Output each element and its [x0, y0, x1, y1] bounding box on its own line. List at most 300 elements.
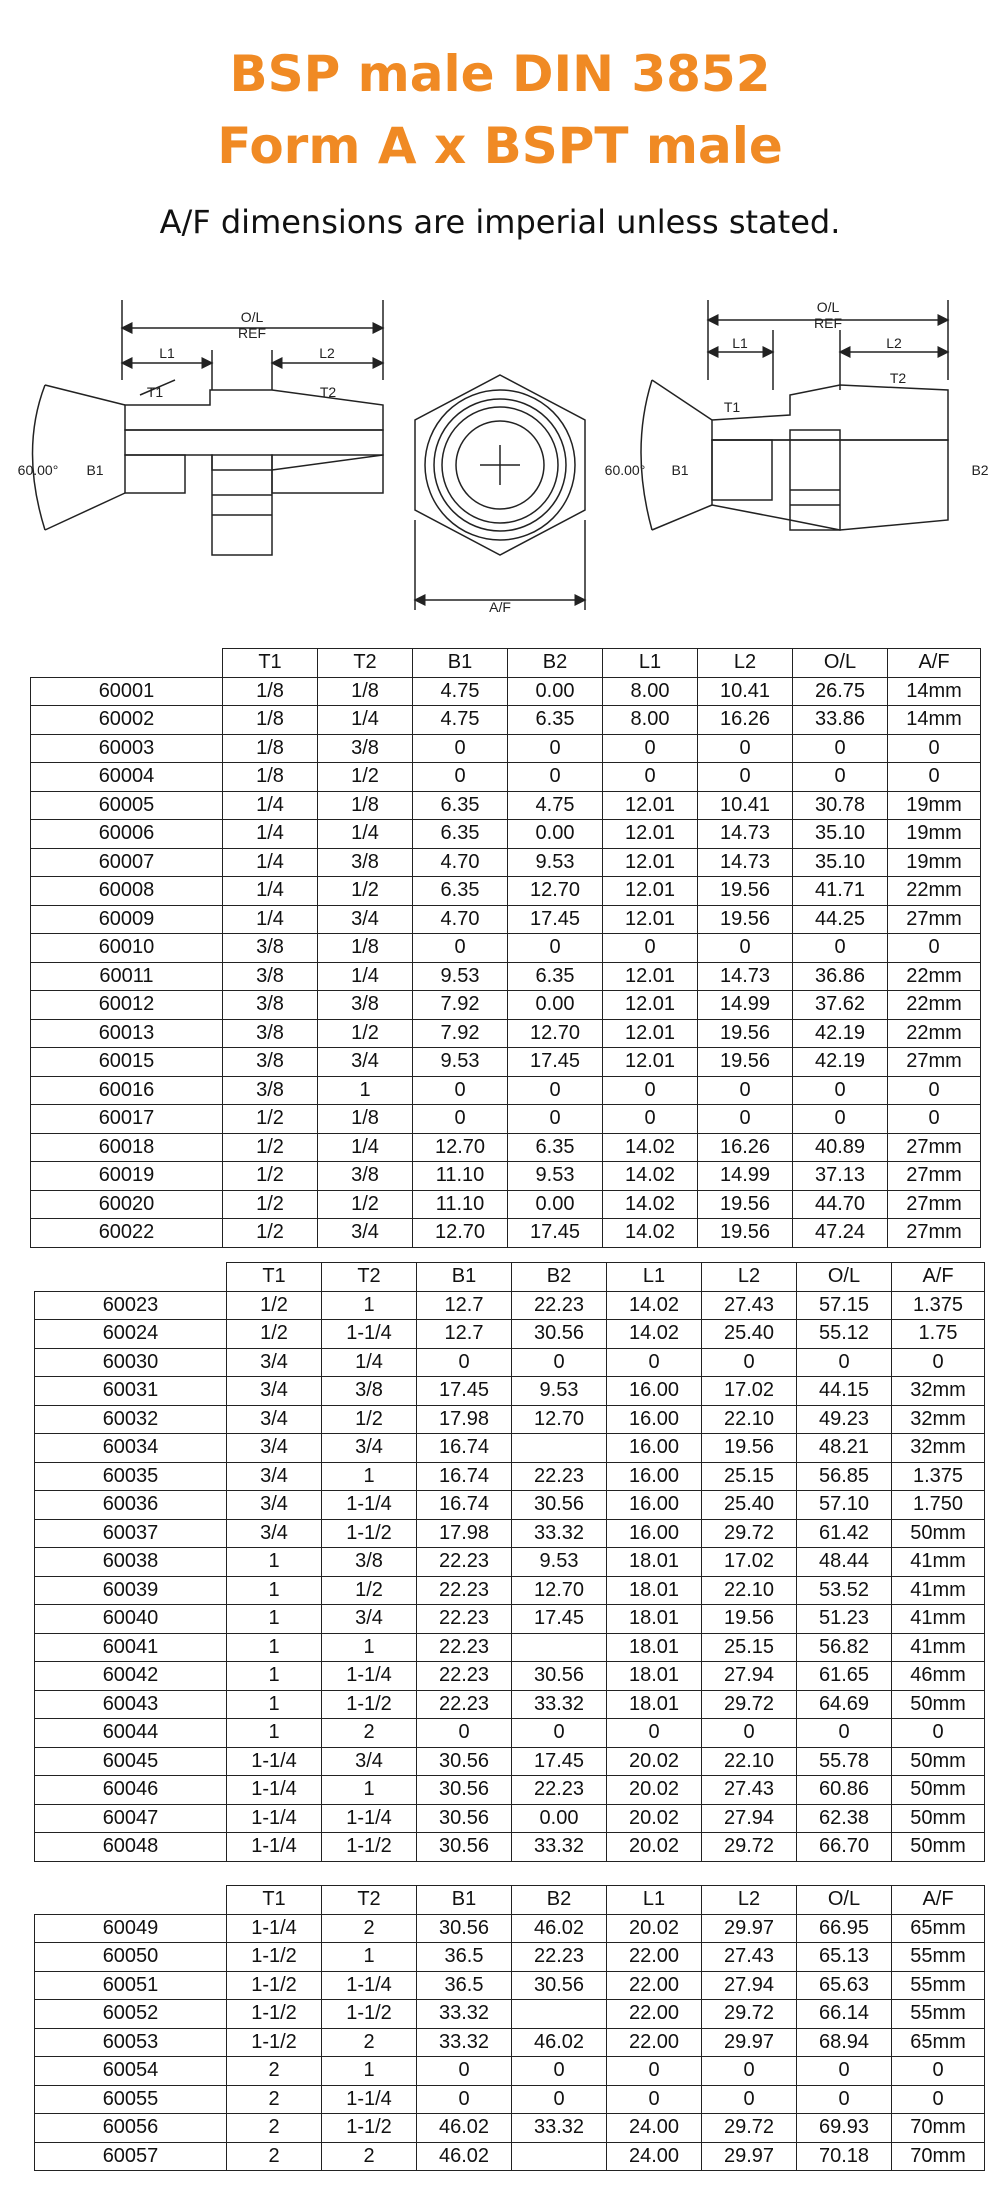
table-cell: 1-1/4: [227, 1914, 322, 1943]
table-cell: 0: [793, 734, 888, 763]
column-header: O/L: [797, 1886, 892, 1915]
table-cell: 30.56: [512, 1491, 607, 1520]
ol-label-left: O/L: [240, 309, 264, 325]
table-cell: 19.56: [698, 905, 793, 934]
part-number-cell: 60002: [31, 706, 223, 735]
table-cell: 0: [413, 934, 508, 963]
part-number-cell: 60053: [35, 2028, 227, 2057]
table-cell: 57.10: [797, 1491, 892, 1520]
table-cell: 3/4: [318, 1048, 413, 1077]
table-cell: 30.56: [417, 1776, 512, 1805]
part-number-cell: 60052: [35, 2000, 227, 2029]
table-cell: 3/8: [318, 1162, 413, 1191]
part-number-cell: 60038: [35, 1548, 227, 1577]
table-cell: 10.41: [698, 677, 793, 706]
table-cell: 7.92: [413, 991, 508, 1020]
part-number-cell: 60049: [35, 1914, 227, 1943]
table-cell: 12.01: [603, 962, 698, 991]
table-cell: 3/8: [223, 1019, 318, 1048]
table-row: [31, 706, 981, 735]
side-view-right: [641, 300, 948, 530]
table-cell: 70mm: [892, 2142, 985, 2171]
table-cell: 1-1/4: [227, 1833, 322, 1862]
part-number-cell: 60017: [31, 1105, 223, 1134]
table-cell: 0: [793, 934, 888, 963]
table-cell: 3/8: [223, 991, 318, 1020]
table-cell: 41mm: [892, 1633, 985, 1662]
part-number-cell: 60043: [35, 1690, 227, 1719]
table-cell: 0: [797, 2057, 892, 2086]
table-cell: 66.70: [797, 1833, 892, 1862]
table-cell: 0: [603, 763, 698, 792]
table-cell: 1: [322, 1633, 417, 1662]
table-cell: 2: [227, 2057, 322, 2086]
table-cell: 1-1/2: [227, 1943, 322, 1972]
part-number-cell: 60018: [31, 1133, 223, 1162]
spec-table-2: [34, 1262, 985, 1862]
table-cell: 1/4: [223, 905, 318, 934]
table-cell: 30.56: [417, 1833, 512, 1862]
column-header: L2: [698, 649, 793, 678]
table-cell: 3/8: [223, 934, 318, 963]
column-header: B2: [508, 649, 603, 678]
table-row: [35, 1405, 985, 1434]
table-cell: 27mm: [888, 1048, 981, 1077]
table-cell: 9.53: [508, 1162, 603, 1191]
table-cell: 55.12: [797, 1320, 892, 1349]
table-cell: 24.00: [607, 2114, 702, 2143]
table-row: [31, 1076, 981, 1105]
table-cell: 22mm: [888, 991, 981, 1020]
table-cell: 1/2: [223, 1133, 318, 1162]
table-cell: 1-1/2: [227, 2028, 322, 2057]
table-cell: 4.75: [413, 706, 508, 735]
table-cell: 66.14: [797, 2000, 892, 2029]
table-cell: 0: [603, 1105, 698, 1134]
table-cell: 37.62: [793, 991, 888, 1020]
table-cell: 1/2: [223, 1162, 318, 1191]
table-cell: 12.7: [417, 1291, 512, 1320]
table-row: [31, 962, 981, 991]
table-cell: 7.92: [413, 1019, 508, 1048]
table-cell: 46.02: [512, 2028, 607, 2057]
table-row: [31, 677, 981, 706]
table-cell: 14.02: [607, 1320, 702, 1349]
table-cell: 22.10: [702, 1405, 797, 1434]
column-header: T2: [318, 649, 413, 678]
table-cell: 25.40: [702, 1491, 797, 1520]
table-cell: 1-1/2: [322, 2000, 417, 2029]
table-cell: 1/8: [223, 706, 318, 735]
table-cell: 1/4: [322, 1348, 417, 1377]
table-row: [31, 763, 981, 792]
table-cell: 1/2: [322, 1405, 417, 1434]
table-cell: 50mm: [892, 1690, 985, 1719]
table-cell: 17.98: [417, 1519, 512, 1548]
table-row: [31, 905, 981, 934]
table-cell: 14.02: [603, 1190, 698, 1219]
part-number-cell: 60003: [31, 734, 223, 763]
part-number-cell: 60011: [31, 962, 223, 991]
table-row: [31, 934, 981, 963]
part-number-cell: 60006: [31, 820, 223, 849]
table-cell: 48.44: [797, 1548, 892, 1577]
part-number-cell: 60044: [35, 1719, 227, 1748]
table-row: [31, 1133, 981, 1162]
table-cell: 55.78: [797, 1747, 892, 1776]
table-cell: 1: [227, 1605, 322, 1634]
column-header: L2: [702, 1263, 797, 1292]
table-row: [31, 1190, 981, 1219]
table-cell: 0: [508, 734, 603, 763]
table-cell: 14.73: [698, 962, 793, 991]
table-cell: 33.86: [793, 706, 888, 735]
column-header: L1: [607, 1263, 702, 1292]
af-label: A/F: [489, 599, 511, 615]
table-cell: 18.01: [607, 1633, 702, 1662]
table-cell: 36.5: [417, 1971, 512, 2000]
column-header: A/F: [892, 1886, 985, 1915]
table-cell: 0: [607, 2085, 702, 2114]
part-number-cell: 60048: [35, 1833, 227, 1862]
table-cell: 1.375: [892, 1462, 985, 1491]
table-cell: 1/2: [227, 1291, 322, 1320]
table-cell: 47.24: [793, 1219, 888, 1248]
table-row: [31, 848, 981, 877]
angle-label-right: 60.00°: [604, 462, 646, 478]
table-cell: 66.95: [797, 1914, 892, 1943]
table-cell: 0: [698, 934, 793, 963]
table-cell: 17.02: [702, 1548, 797, 1577]
part-number-cell: 60045: [35, 1747, 227, 1776]
table-cell: 26.75: [793, 677, 888, 706]
table-cell: 0: [417, 2085, 512, 2114]
table-cell: 25.40: [702, 1320, 797, 1349]
table-row: [35, 1576, 985, 1605]
table-cell: 29.72: [702, 2000, 797, 2029]
table-cell: 3/8: [223, 1048, 318, 1077]
part-number-cell: 60024: [35, 1320, 227, 1349]
ref-label-left: REF: [238, 325, 266, 341]
column-header: B1: [417, 1263, 512, 1292]
table-cell: 0: [413, 1076, 508, 1105]
t2-label-left: T2: [319, 384, 337, 400]
table-cell: 22.23: [512, 1943, 607, 1972]
table-cell: 4.70: [413, 905, 508, 934]
angle-label-left: 60.00°: [17, 462, 59, 478]
table-cell: 12.70: [512, 1405, 607, 1434]
table-cell: 27.43: [702, 1943, 797, 1972]
table-cell: 37.13: [793, 1162, 888, 1191]
table-cell: 0: [702, 2057, 797, 2086]
table-cell: 33.32: [512, 2114, 607, 2143]
table-cell: 1-1/4: [227, 1776, 322, 1805]
table-cell: 30.56: [512, 1662, 607, 1691]
table-cell: 22.23: [417, 1633, 512, 1662]
table-cell: 12.70: [413, 1219, 508, 1248]
table-cell: 0: [888, 763, 981, 792]
table-cell: 0: [888, 934, 981, 963]
table-cell: 44.70: [793, 1190, 888, 1219]
table-row: [35, 2142, 985, 2171]
l2-label-left: L2: [319, 345, 335, 361]
table-cell: 12.01: [603, 905, 698, 934]
part-number-cell: 60015: [31, 1048, 223, 1077]
table-cell: 4.75: [413, 677, 508, 706]
table-cell: 22.00: [607, 2000, 702, 2029]
table-cell: 3/8: [318, 734, 413, 763]
table-cell: 25.15: [702, 1462, 797, 1491]
column-header: B2: [512, 1886, 607, 1915]
table-cell: 17.98: [417, 1405, 512, 1434]
table-cell: 17.45: [508, 1219, 603, 1248]
table-cell: 0: [888, 734, 981, 763]
table-cell: 0: [508, 934, 603, 963]
table-cell: 32mm: [892, 1377, 985, 1406]
table-cell: 1-1/4: [227, 1747, 322, 1776]
table-cell: 1-1/2: [227, 1971, 322, 2000]
table-cell: 22.23: [417, 1690, 512, 1719]
table-cell: 1/8: [223, 734, 318, 763]
table-cell: 55mm: [892, 1971, 985, 2000]
table-cell: 20.02: [607, 1914, 702, 1943]
table-cell: 2: [322, 2142, 417, 2171]
table-corner: [35, 1886, 227, 1915]
table-cell: 1/4: [318, 1133, 413, 1162]
table-row: [31, 877, 981, 906]
table-cell: 30.78: [793, 791, 888, 820]
table-cell: 12.01: [603, 991, 698, 1020]
table-cell: 62.38: [797, 1804, 892, 1833]
table-cell: 1/8: [318, 791, 413, 820]
table-cell: 65.63: [797, 1971, 892, 2000]
table-cell: 19mm: [888, 820, 981, 849]
table-cell: 6.35: [508, 1133, 603, 1162]
table-cell: 1/2: [322, 1576, 417, 1605]
part-number-cell: 60034: [35, 1434, 227, 1463]
table-cell: 12.01: [603, 877, 698, 906]
front-hex-view: [415, 375, 585, 610]
table-cell: 60.86: [797, 1776, 892, 1805]
table-cell: 6.35: [413, 791, 508, 820]
part-number-cell: 60039: [35, 1576, 227, 1605]
table-cell: 42.19: [793, 1048, 888, 1077]
table-cell: 0.00: [508, 1190, 603, 1219]
table-cell: 1/2: [223, 1219, 318, 1248]
table-cell: 61.42: [797, 1519, 892, 1548]
table-cell: 14.02: [603, 1219, 698, 1248]
part-number-cell: 60009: [31, 905, 223, 934]
table-cell: 1-1/2: [322, 1833, 417, 1862]
table-cell: [512, 2142, 607, 2171]
table-cell: 20.02: [607, 1804, 702, 1833]
column-header: B1: [417, 1886, 512, 1915]
table-cell: 16.00: [607, 1405, 702, 1434]
part-number-cell: 60035: [35, 1462, 227, 1491]
table-cell: 55mm: [892, 2000, 985, 2029]
table-cell: 35.10: [793, 848, 888, 877]
table-cell: 44.25: [793, 905, 888, 934]
table-cell: 0: [702, 1719, 797, 1748]
table-cell: 1.75: [892, 1320, 985, 1349]
table-row: [35, 1971, 985, 2000]
table-cell: 0: [512, 1348, 607, 1377]
table-row: [35, 1633, 985, 1662]
table-cell: 1-1/4: [322, 1320, 417, 1349]
table-cell: 46mm: [892, 1662, 985, 1691]
table-cell: 11.10: [413, 1190, 508, 1219]
table-cell: 0: [698, 763, 793, 792]
table-cell: 0: [698, 734, 793, 763]
table-cell: [512, 1633, 607, 1662]
table-cell: 9.53: [508, 848, 603, 877]
table-cell: 48.21: [797, 1434, 892, 1463]
table-cell: 1-1/2: [227, 2000, 322, 2029]
table-cell: 1: [322, 2057, 417, 2086]
column-header: B1: [413, 649, 508, 678]
table-row: [31, 1162, 981, 1191]
table-cell: 1-1/4: [322, 2085, 417, 2114]
table-cell: 12.7: [417, 1320, 512, 1349]
l1-label-left: L1: [159, 345, 175, 361]
table-cell: 27mm: [888, 1162, 981, 1191]
table-cell: 41mm: [892, 1548, 985, 1577]
table-cell: 0: [607, 2057, 702, 2086]
b1-label-right: B1: [671, 462, 689, 478]
table-row: [35, 1434, 985, 1463]
table-cell: 53.52: [797, 1576, 892, 1605]
table-cell: 1.750: [892, 1491, 985, 1520]
table-cell: 22mm: [888, 962, 981, 991]
table-cell: 22mm: [888, 877, 981, 906]
table-cell: 12.70: [512, 1576, 607, 1605]
table-cell: 0: [417, 2057, 512, 2086]
table-cell: 1/2: [318, 877, 413, 906]
column-header: A/F: [888, 649, 981, 678]
table-cell: 0: [892, 1719, 985, 1748]
table-cell: 35.10: [793, 820, 888, 849]
table-cell: 19.56: [698, 1219, 793, 1248]
table-cell: 0.00: [512, 1804, 607, 1833]
table-header-row: [31, 649, 981, 678]
table-cell: 18.01: [607, 1690, 702, 1719]
table-row: [31, 734, 981, 763]
l1-label-right: L1: [732, 335, 748, 351]
table-cell: 17.45: [512, 1605, 607, 1634]
table-cell: 0: [797, 2085, 892, 2114]
table-cell: 0: [413, 1105, 508, 1134]
table-cell: 19.56: [698, 1048, 793, 1077]
table-row: [35, 2028, 985, 2057]
table-cell: 22.00: [607, 1943, 702, 1972]
table-cell: 3/8: [322, 1548, 417, 1577]
table-cell: 8.00: [603, 706, 698, 735]
part-number-cell: 60012: [31, 991, 223, 1020]
table-cell: 25.15: [702, 1633, 797, 1662]
t1-label-left: T1: [146, 384, 164, 400]
table-cell: 17.45: [508, 905, 603, 934]
t1-label-right: T1: [723, 399, 741, 415]
table-cell: 1-1/4: [322, 1971, 417, 2000]
table-cell: 11.10: [413, 1162, 508, 1191]
title-line-2: Form A x BSPT male: [217, 117, 783, 175]
table-cell: 29.72: [702, 1833, 797, 1862]
table-cell: 20.02: [607, 1747, 702, 1776]
table-cell: 12.01: [603, 848, 698, 877]
table-cell: 22.23: [512, 1776, 607, 1805]
table-cell: 1: [227, 1690, 322, 1719]
table-cell: 0: [892, 2085, 985, 2114]
table-cell: 50mm: [892, 1747, 985, 1776]
part-number-cell: 60041: [35, 1633, 227, 1662]
part-number-cell: 60013: [31, 1019, 223, 1048]
table-cell: 0: [508, 763, 603, 792]
table-cell: 16.74: [417, 1434, 512, 1463]
table-cell: 14mm: [888, 677, 981, 706]
table-cell: 1/2: [318, 1190, 413, 1219]
table-cell: 1/8: [318, 934, 413, 963]
table-row: [31, 820, 981, 849]
table-cell: 0: [892, 1348, 985, 1377]
table-cell: 0: [793, 763, 888, 792]
table-cell: 22.23: [417, 1548, 512, 1577]
table-row: [35, 1348, 985, 1377]
table-cell: 1/4: [223, 848, 318, 877]
table-cell: 9.53: [413, 962, 508, 991]
table-row: [35, 1519, 985, 1548]
table-cell: 1: [227, 1576, 322, 1605]
table-cell: 51.23: [797, 1605, 892, 1634]
table-cell: 22.23: [417, 1605, 512, 1634]
table-cell: 27mm: [888, 905, 981, 934]
table-cell: 22.00: [607, 1971, 702, 2000]
table-cell: 1: [227, 1662, 322, 1691]
table-cell: 22.23: [417, 1576, 512, 1605]
table-cell: 0: [698, 1076, 793, 1105]
table-cell: 3/4: [322, 1434, 417, 1463]
table-cell: 0: [793, 1076, 888, 1105]
table-row: [35, 1747, 985, 1776]
column-header: L2: [702, 1886, 797, 1915]
table-cell: 32mm: [892, 1434, 985, 1463]
table-row: [35, 1914, 985, 1943]
table-row: [31, 991, 981, 1020]
column-header: T2: [322, 1263, 417, 1292]
column-header: T2: [322, 1886, 417, 1915]
part-number-cell: 60010: [31, 934, 223, 963]
table-cell: 27mm: [888, 1133, 981, 1162]
table-cell: 12.01: [603, 1019, 698, 1048]
table-cell: 57.15: [797, 1291, 892, 1320]
table-cell: 0: [607, 1348, 702, 1377]
table-cell: 1/8: [223, 763, 318, 792]
table-cell: 14.02: [603, 1133, 698, 1162]
table-cell: 3/8: [318, 848, 413, 877]
table-cell: 2: [322, 1719, 417, 1748]
part-number-cell: 60007: [31, 848, 223, 877]
table-row: [35, 1776, 985, 1805]
table-cell: 3/8: [223, 1076, 318, 1105]
table-row: [31, 791, 981, 820]
table-cell: 1/4: [318, 820, 413, 849]
table-cell: 6.35: [413, 820, 508, 849]
table-cell: 18.01: [607, 1576, 702, 1605]
table-cell: 27.94: [702, 1662, 797, 1691]
table-cell: 0: [603, 934, 698, 963]
table-row: [35, 1291, 985, 1320]
table-cell: 2: [227, 2085, 322, 2114]
table-cell: 16.00: [607, 1434, 702, 1463]
